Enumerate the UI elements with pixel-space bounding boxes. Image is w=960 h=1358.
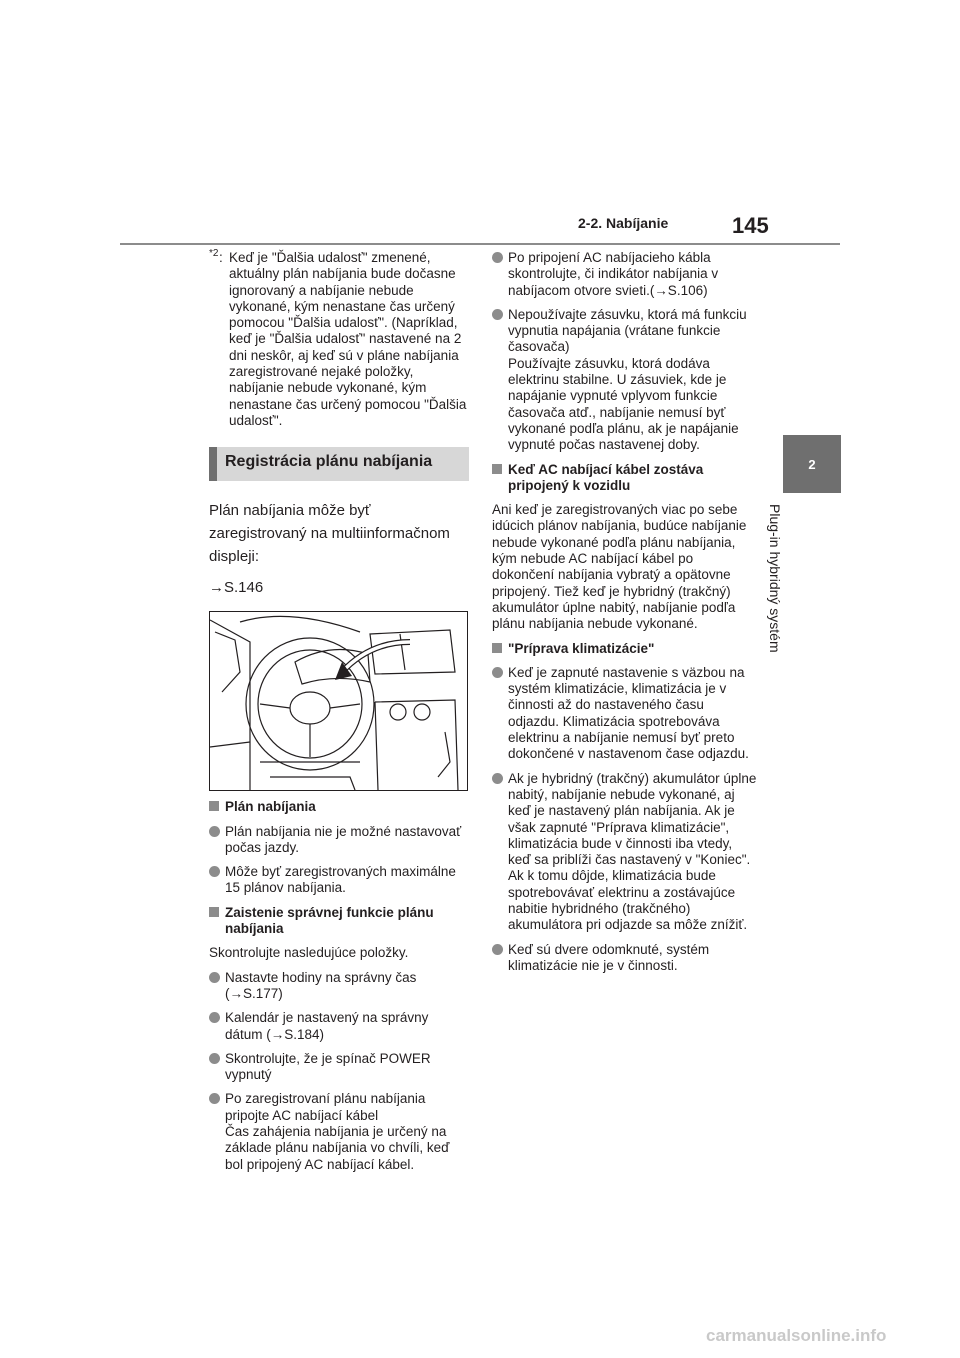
subheading-function xyxy=(209,905,469,938)
intro-text: Plán nabíjania môže byť zaregistrovaný na multiinformačnom displeji: xyxy=(209,502,450,566)
list-item xyxy=(492,942,757,975)
list-item xyxy=(492,307,757,454)
check-intro: Skontrolujte nasledujúce položky. xyxy=(209,945,409,961)
paragraph: Ani keď je zaregistrovaných viac po sebe idúcich plánov nabíjania, budúce nabíjanie nebude vykonané podľa plánu nabíjania, kým nebude AC nabíjací kábel po dokončení nabíjania vybratý a opätovne pripojený. Tiež keď je hybridný (trakčný) akumulátor úplne nabitý, nabíjanie podľa plánu nabíjania nebude vykonané. xyxy=(492,502,747,632)
bullet-icon xyxy=(209,972,220,983)
dashboard-illustration xyxy=(209,611,468,791)
bullet-icon xyxy=(492,252,503,263)
list-item xyxy=(209,824,469,857)
footnote xyxy=(209,250,469,429)
subheading-text: Keď AC nabíjací kábel zostáva pripojený k vozidlu xyxy=(508,461,704,493)
bullet-icon xyxy=(209,866,220,877)
list-item-text: Kalendár je nastavený na správny dátum (→S.184) xyxy=(225,1010,429,1042)
bullet-icon xyxy=(209,1053,220,1064)
list-item-text: Plán nabíjania nie je možné nastavovať počas jazdy. xyxy=(225,823,462,855)
list-item xyxy=(492,771,757,934)
list-item xyxy=(209,1010,469,1043)
bullet-icon xyxy=(492,773,503,784)
subheading-plan xyxy=(209,799,469,815)
section-title: 2-2. Nabíjanie xyxy=(578,215,669,231)
bullet-icon xyxy=(492,667,503,678)
list-item-text: Nastavte hodiny na správny čas (→S.177) xyxy=(225,969,417,1001)
subheading-cable xyxy=(492,462,757,495)
list-item xyxy=(209,970,469,1003)
list-item xyxy=(209,1051,469,1084)
intro-reference: →S.146 xyxy=(209,579,264,597)
bullet-icon xyxy=(492,944,503,955)
chapter-label: Plug-in hybridný systém xyxy=(767,504,783,653)
list-item-text: Nepoužívajte zásuvku, ktorá má funkciu vypnutia napájania (vrátane funkcie časovača) Používajte zásuvku, ktorá dodáva elektrinu stabilne. U zásuviek, kde je napájanie vypnuté vplyvom funkcie časovača atď., nabíjanie nemusí byť vykonané podľa plánu, ak je napájanie vypnuté počas nastavenej doby. xyxy=(508,306,747,453)
chapter-tab xyxy=(783,435,841,493)
list-item xyxy=(209,864,469,897)
bullet-icon xyxy=(209,1012,220,1023)
subheading-text: "Príprava klimatizácie" xyxy=(508,640,655,656)
subheading-text: Plán nabíjania xyxy=(225,799,316,815)
footnote-colon: : xyxy=(219,250,223,265)
list-item xyxy=(209,1091,469,1172)
heading-text: Registrácia plánu nabíjania xyxy=(225,453,433,471)
list-item-text: Keď sú dvere odomknuté, systém klimatizácie nie je v činnosti. xyxy=(508,941,710,973)
square-bullet-icon xyxy=(209,801,219,811)
page-number: 145 xyxy=(732,213,769,238)
bullet-icon xyxy=(492,309,503,320)
square-bullet-icon xyxy=(492,643,502,653)
bullet-icon xyxy=(209,1093,220,1104)
list-item-text: Po zaregistrovaní plánu nabíjania pripojte AC nabíjací kábel Čas zahájenia nabíjania je určený na základe plánu nabíjania vo chvíli, keď bol pripojený AC nabíjací kábel. xyxy=(225,1091,450,1172)
section-heading xyxy=(209,447,469,481)
list-item xyxy=(492,250,757,299)
watermark: carmanualsonline.info xyxy=(706,1326,887,1345)
list-item xyxy=(492,665,757,763)
left-column xyxy=(209,250,469,1181)
heading-bar xyxy=(209,447,217,481)
bullet-icon xyxy=(209,826,220,837)
right-column xyxy=(492,250,757,982)
footnote-marker: *2 xyxy=(209,248,219,259)
list-item-text: Skontrolujte, že je spínač POWER vypnutý xyxy=(225,1050,431,1083)
list-item-text: Po pripojení AC nabíjacieho kábla skontrolujte, či indikátor nabíjania v nabíjacom otvore svieti.(→S.106) xyxy=(508,250,719,298)
square-bullet-icon xyxy=(209,907,219,917)
list-item-text: Môže byť zaregistrovaných maximálne 15 plánov nabíjania. xyxy=(225,864,456,896)
subheading-text: Zaistenie správnej funkcie plánu nabíjania xyxy=(225,904,434,937)
list-item-text: Ak je hybridný (trakčný) akumulátor úplne nabitý, nabíjanie nebude vykonané, aj keď je nastavený plán nabíjania. Ak je však zapnuté "Príprava klimatizácie", klimatizácia bude v činnosti iba vtedy, keď sa priblíži čas nastavený v "Koniec". Ak k tomu dôjde, klimatizácia bude spotrebovávať elektrinu a zostávajúce nabitie hybridného (trakčného) akumulátora pri odjazde sa môže znížiť. xyxy=(508,770,757,933)
header-rule xyxy=(120,243,840,245)
dashboard-illustration-icon xyxy=(210,612,467,790)
footnote-text: Keď je "Ďalšia udalosť" zmenené, aktuálny plán nabíjania bude dočasne ignorovaný a nabíjanie nebude vykonané, kým nenastane čas určený pomocou "Ďalšia udalosť". (Napríklad, keď je "Ďalšia udalosť" nastavené na 2 dni neskôr, aj keď sú v pláne nabíjania zaregistrované nejaké položky, nabíjanie nebude vykonané, kým nenastane čas určený pomocou "Ďalšia udalosť". xyxy=(229,250,467,428)
chapter-number: 2 xyxy=(808,456,816,472)
subheading-climate xyxy=(492,641,757,657)
square-bullet-icon xyxy=(492,464,502,474)
chapter-label-container xyxy=(767,504,815,694)
list-item-text: Keď je zapnuté nastavenie s väzbou na systém klimatizácie, klimatizácia je v činnosti až do nastaveného času odjazdu. Klimatizácia spotrebováva elektrinu a nabíjanie nemusí byť preto dokončené v nastavenom čase odjazdu. xyxy=(508,664,749,762)
